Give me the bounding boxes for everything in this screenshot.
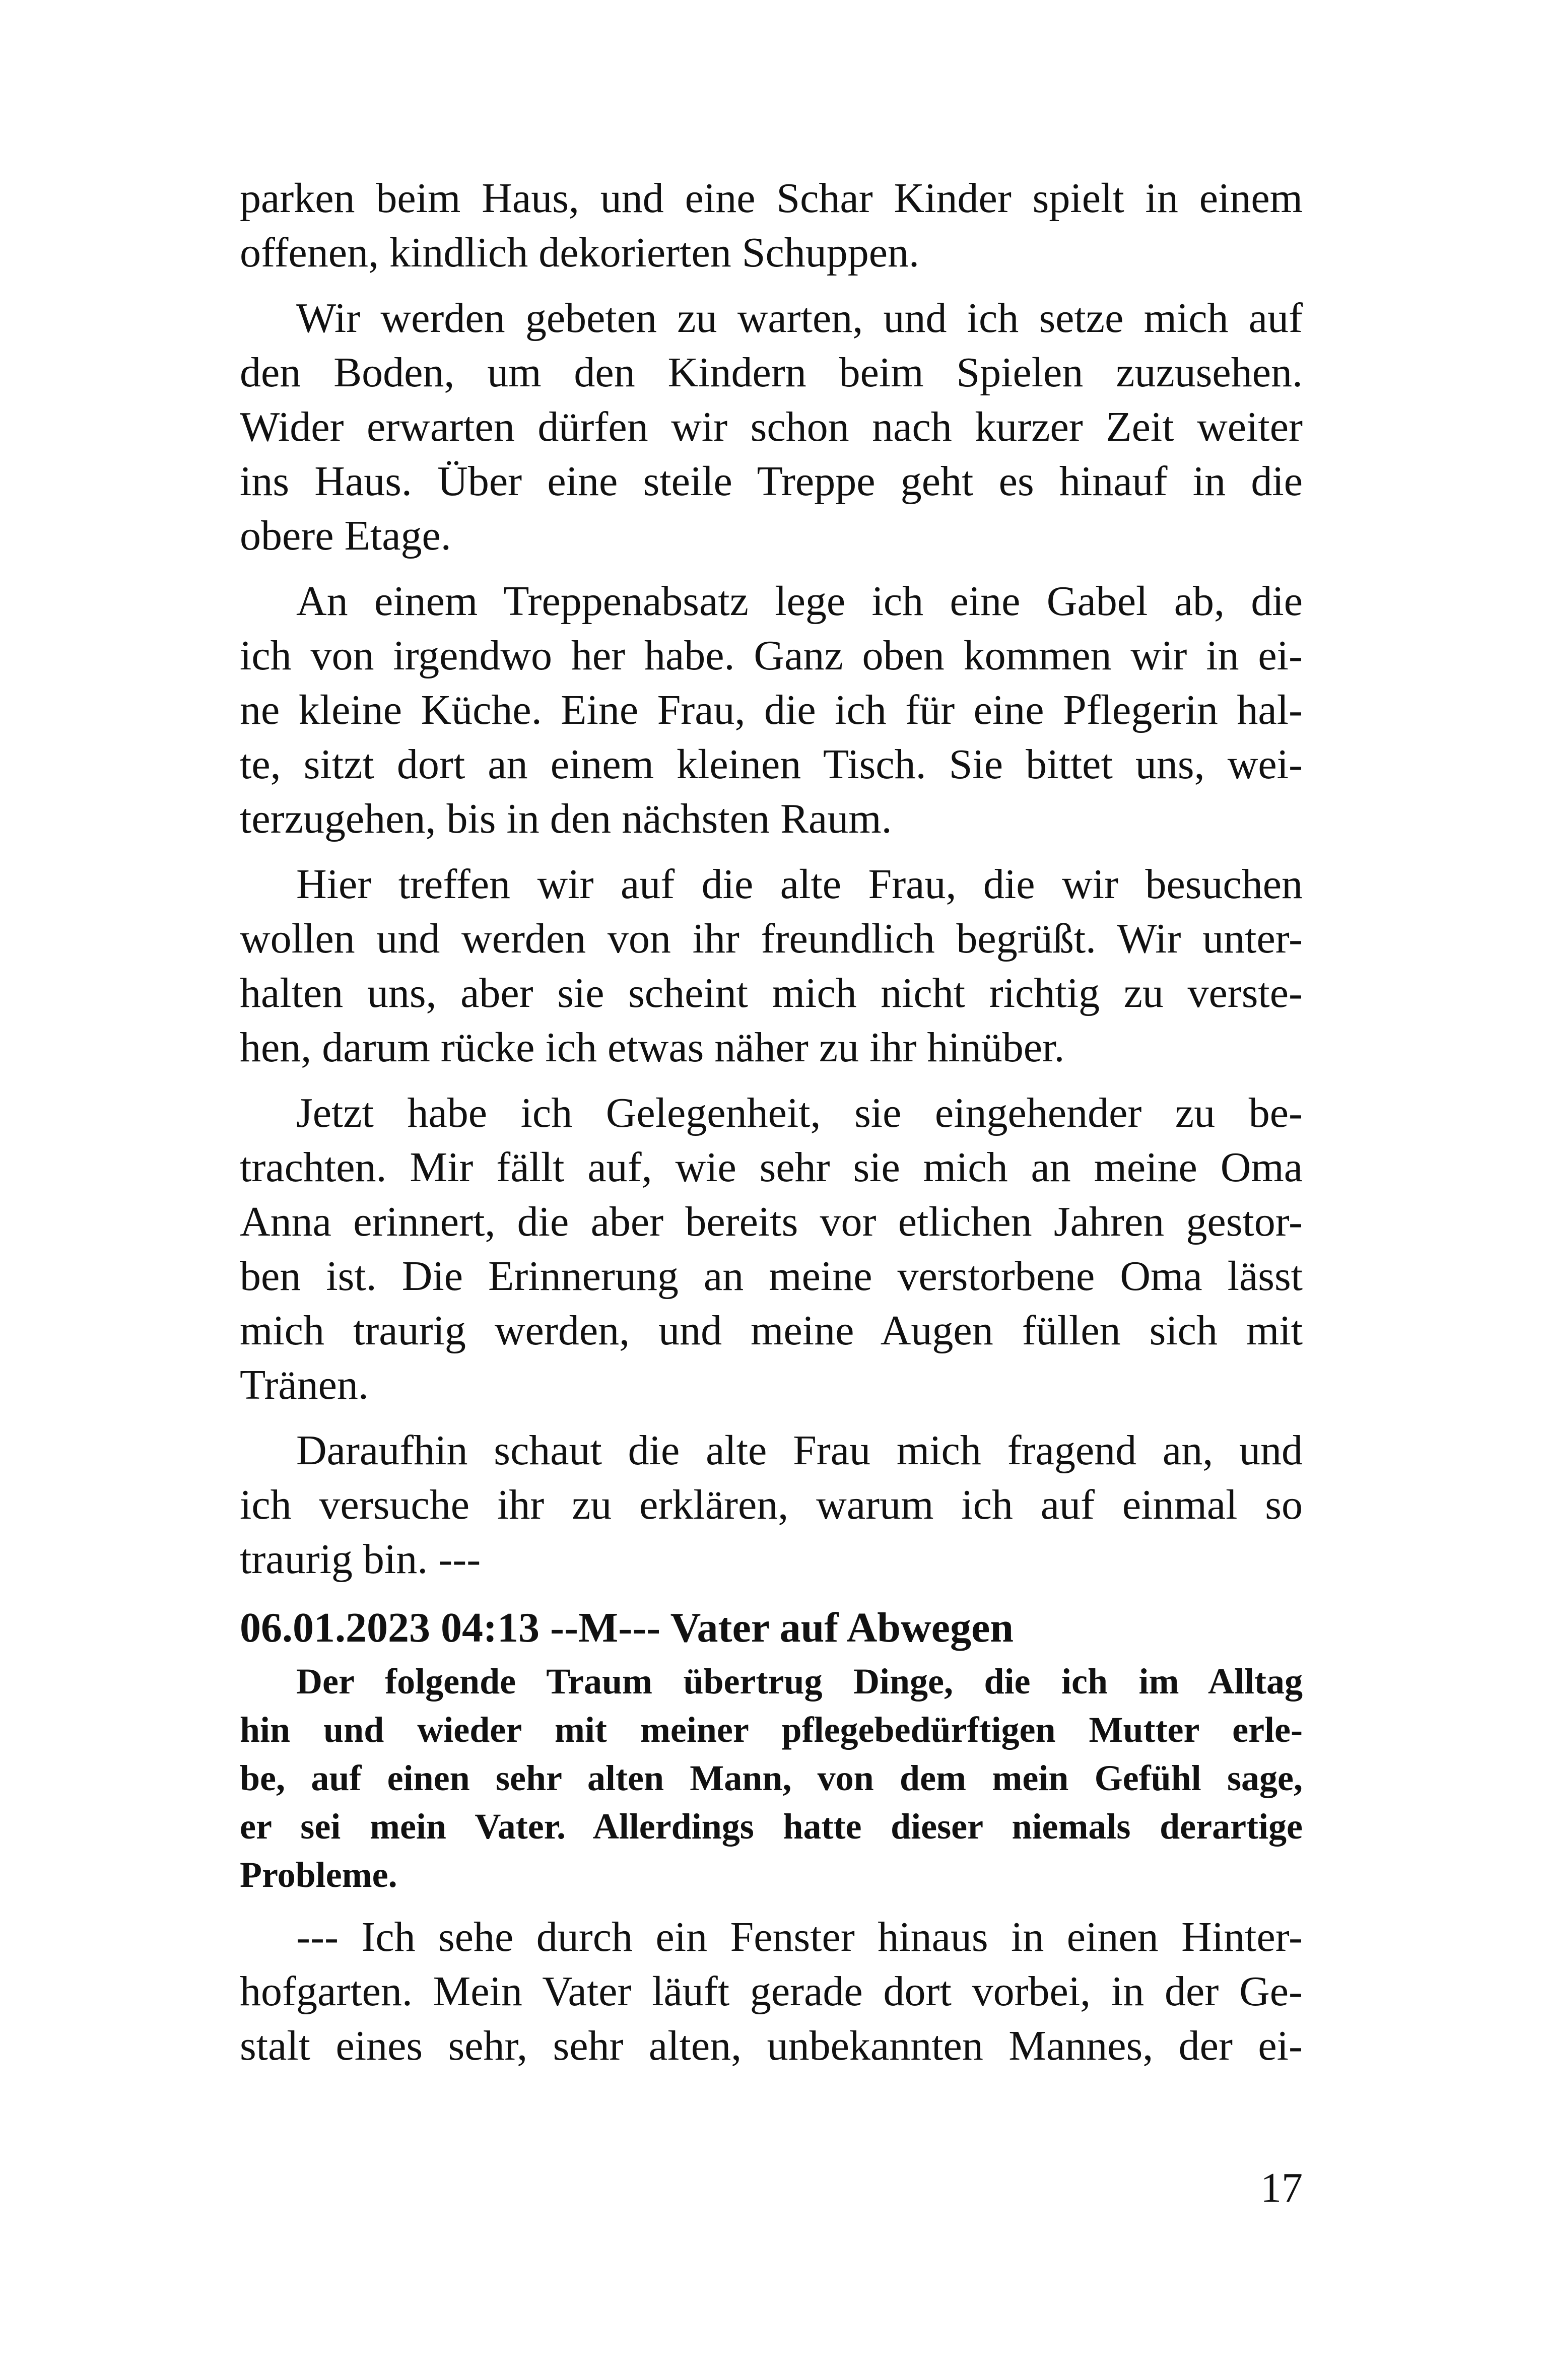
- text-line: Der folgende Traum übertrug Dinge, die ich im Alltag: [296, 1661, 1303, 1702]
- text-line: hin und wieder mit meiner pflegebedürftigen Mutter erle-: [240, 1710, 1303, 1750]
- paragraph-6: [240, 1423, 1303, 1587]
- text-line: halten uns, aber sie scheint mich nicht richtig zu verste-: [240, 970, 1303, 1016]
- paragraph-2: [240, 291, 1303, 563]
- text-line: ich von irgendwo her habe. Ganz oben kommen wir in ei-: [240, 632, 1303, 679]
- text-line: Daraufhin schaut die alte Frau mich fragend an, und: [296, 1427, 1303, 1474]
- text-line: Wider erwarten dürfen wir schon nach kurzer Zeit weiter: [240, 403, 1303, 450]
- text-line: Hier treffen wir auf die alte Frau, die wir besuchen: [296, 861, 1303, 908]
- text-line: ben ist. Die Erinnerung an meine verstorbene Oma lässt: [240, 1253, 1303, 1300]
- text-line: be, auf einen sehr alten Mann, von dem mein Gefühl sage,: [240, 1758, 1303, 1798]
- text-line: Tränen.: [240, 1362, 369, 1408]
- text-line: ins Haus. Über eine steile Treppe geht es hinauf in die: [240, 458, 1303, 505]
- text-line: te, sitzt dort an einem kleinen Tisch. Sie bittet uns, wei-: [240, 741, 1303, 788]
- text-line: Anna erinnert, die aber bereits vor etlichen Jahren gestor-: [240, 1198, 1303, 1245]
- paragraph-3: [240, 574, 1303, 846]
- text-line: terzugehen, bis in den nächsten Raum.: [240, 795, 892, 842]
- paragraph-1: [240, 171, 1303, 280]
- text-line: obere Etage.: [240, 512, 451, 559]
- text-line: traurig bin. ---: [240, 1536, 481, 1583]
- paragraph-4: [240, 857, 1303, 1075]
- text-line: An einem Treppenabsatz lege ich eine Gabel ab, die: [296, 578, 1303, 625]
- text-line: ne kleine Küche. Eine Frau, die ich für eine Pflegerin hal-: [240, 687, 1303, 733]
- page-number: 17: [1260, 2164, 1303, 2211]
- entry-heading: 06.01.2023 04:13 --M--- Vater auf Abwegen: [240, 1604, 1014, 1651]
- closing-paragraph: [240, 1910, 1303, 2073]
- text-line: Probleme.: [240, 1855, 397, 1895]
- text-line: Wir werden gebeten zu warten, und ich setze mich auf: [296, 295, 1303, 342]
- text-line: wollen und werden von ihr freundlich begrüßt. Wir unter-: [240, 915, 1303, 962]
- text-line: den Boden, um den Kindern beim Spielen zuzusehen.: [240, 349, 1303, 396]
- text-line: mich traurig werden, und meine Augen füllen sich mit: [240, 1307, 1303, 1354]
- text-line: trachten. Mir fällt auf, wie sehr sie mich an meine Oma: [240, 1144, 1303, 1191]
- text-line: --- Ich sehe durch ein Fenster hinaus in einen Hinter-: [296, 1914, 1303, 1960]
- text-line: offenen, kindlich dekorierten Schuppen.: [240, 229, 920, 276]
- text-line: parken beim Haus, und eine Schar Kinder spielt in einem: [240, 175, 1303, 222]
- text-line: hen, darum rücke ich etwas näher zu ihr hinüber.: [240, 1024, 1065, 1071]
- text-line: ich versuche ihr zu erklären, warum ich auf einmal so: [240, 1481, 1303, 1528]
- text-line: hofgarten. Mein Vater läuft gerade dort vorbei, in der Ge-: [240, 1968, 1303, 2015]
- text-line: Jetzt habe ich Gelegenheit, sie eingehender zu be-: [296, 1090, 1303, 1136]
- text-line: stalt eines sehr, sehr alten, unbekannten Mannes, der ei-: [240, 2022, 1303, 2069]
- text-line: er sei mein Vater. Allerdings hatte dieser niemals derartige: [240, 1806, 1303, 1847]
- intro-note: [240, 1657, 1303, 1899]
- paragraph-5: [240, 1086, 1303, 1412]
- text-block: [240, 171, 1303, 2073]
